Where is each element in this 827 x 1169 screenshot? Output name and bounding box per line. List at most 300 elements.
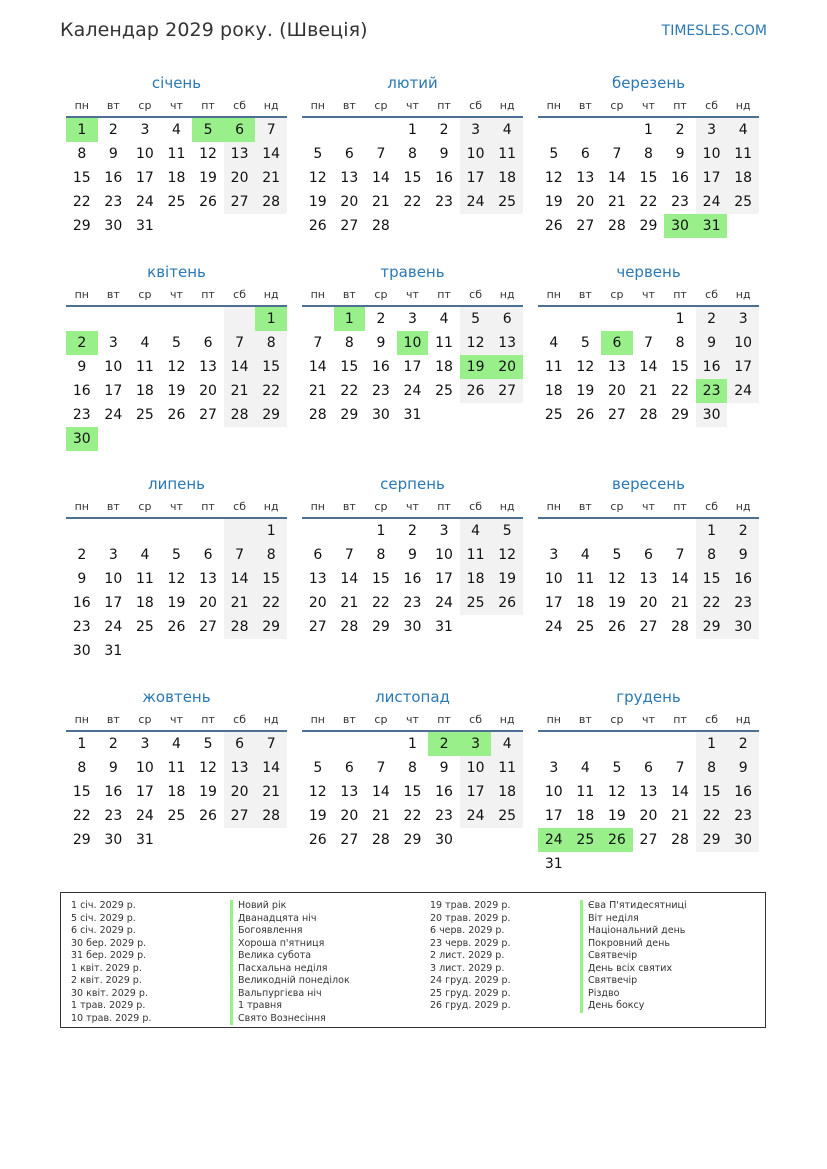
day-cell: 17 (727, 355, 759, 379)
empty-cell (491, 214, 523, 238)
day-cell: 31 (403, 407, 422, 423)
day-cell: 21 (371, 808, 390, 824)
holiday-legend (60, 892, 766, 1028)
legend-holiday-name: Дванадцята ніч (230, 913, 350, 926)
empty-cell (664, 732, 696, 756)
legend-date: 26 груд. 2029 р. (430, 1000, 511, 1011)
empty-cell (192, 427, 224, 451)
day-cell: 28 (639, 407, 658, 423)
weekday-header (66, 96, 287, 118)
empty-cell (192, 828, 224, 852)
empty-cell (570, 732, 602, 756)
day-cell: 23 (435, 808, 453, 824)
weekday-label: нд (735, 288, 751, 301)
weekday-header (538, 285, 759, 307)
day-cell: 12 (460, 331, 492, 355)
month-name: лютий (387, 74, 438, 92)
day-cell: 20 (639, 595, 658, 611)
month-name: вересень (612, 475, 685, 493)
weekday-label: вт (578, 288, 592, 301)
day-cell: 23 (72, 619, 91, 635)
day-cell: 29 (639, 218, 658, 234)
day-cell: 12 (167, 359, 186, 375)
weekday-label: нд (499, 288, 515, 301)
weekday-label: сб (705, 288, 719, 301)
empty-cell (129, 427, 161, 451)
day-cell: 11 (727, 142, 759, 166)
day-cell: 14 (639, 359, 658, 375)
day-cell: 24 (135, 194, 154, 210)
day-cell: 28 (671, 619, 689, 635)
day-cell: 2 (408, 523, 417, 539)
day-cell: 22 (72, 194, 91, 210)
legend-holiday-name: Різдво (580, 988, 687, 1001)
weekday-label: вт (578, 713, 592, 726)
day-cell: 16 (435, 784, 453, 800)
day-cell: 19 (199, 784, 217, 800)
month-9 (66, 684, 287, 852)
empty-cell (224, 307, 256, 331)
day-cell: 25 (576, 619, 595, 635)
day-cell: 10 (460, 142, 492, 166)
legend-date: 2 квіт. 2029 р. (71, 975, 142, 986)
day-cell: 14 (255, 756, 287, 780)
weekday-label: пт (201, 713, 215, 726)
empty-cell (491, 615, 523, 639)
day-cell: 13 (224, 756, 256, 780)
day-cell: 14 (671, 571, 689, 587)
weekday-label: чт (406, 288, 419, 301)
day-cell: 31 (435, 619, 453, 635)
day-cell: 11 (576, 571, 595, 587)
empty-cell (428, 403, 460, 427)
day-cell: 11 (135, 571, 154, 587)
holiday-day: 2 (428, 732, 460, 756)
day-cell: 30 (435, 832, 453, 848)
day-cell: 12 (544, 170, 563, 186)
day-cell: 13 (491, 331, 523, 355)
day-cell: 17 (104, 383, 123, 399)
day-cell: 7 (376, 146, 386, 162)
legend-date: 10 трав. 2029 р. (71, 1012, 152, 1024)
day-cell: 23 (104, 808, 123, 824)
weekday-label: сб (705, 99, 719, 112)
day-cell: 16 (104, 784, 123, 800)
holiday-day: 30 (664, 214, 696, 238)
day-cell: 29 (255, 615, 287, 639)
day-cell: 27 (199, 619, 217, 635)
weekday-label: вт (342, 99, 356, 112)
day-cell: 3 (108, 335, 118, 351)
weekday-label: чт (170, 99, 183, 112)
month-0 (66, 70, 287, 238)
day-cell: 4 (580, 760, 590, 776)
empty-cell (66, 307, 98, 331)
weekday-label: сб (469, 288, 483, 301)
day-cell: 2 (439, 122, 449, 138)
day-cell: 16 (696, 355, 728, 379)
weekday-label: нд (735, 713, 751, 726)
empty-cell (538, 732, 570, 756)
day-cell: 10 (544, 784, 563, 800)
day-cell: 22 (696, 804, 728, 828)
day-cell: 25 (135, 619, 154, 635)
day-cell: 7 (675, 547, 685, 563)
day-cell: 3 (408, 311, 417, 327)
day-cell: 18 (135, 595, 154, 611)
day-cell: 28 (224, 615, 256, 639)
month-8 (538, 471, 759, 639)
weekday-label: нд (735, 500, 751, 513)
day-cell: 30 (72, 643, 91, 659)
empty-cell (129, 639, 161, 663)
empty-cell (224, 828, 256, 852)
weekday-label: пн (74, 288, 89, 301)
weekday-header (538, 497, 759, 519)
day-cell: 19 (576, 383, 595, 399)
empty-cell (633, 852, 665, 876)
weekday-label: пн (310, 500, 325, 513)
month-name: листопад (375, 688, 450, 706)
empty-cell (192, 639, 224, 663)
day-cell: 22 (255, 591, 287, 615)
day-cell: 25 (167, 808, 186, 824)
day-cell: 4 (140, 547, 150, 563)
day-cell: 11 (491, 756, 523, 780)
day-cell: 1 (408, 736, 417, 752)
empty-cell (460, 615, 492, 639)
days-grid (66, 118, 287, 238)
empty-cell (428, 214, 460, 238)
day-cell: 4 (460, 519, 492, 543)
day-cell: 24 (403, 383, 422, 399)
legend-dates-left (71, 900, 151, 1025)
empty-cell (334, 118, 366, 142)
empty-cell (255, 828, 287, 852)
weekday-label: пн (74, 713, 89, 726)
weekday-label: вт (578, 500, 592, 513)
day-cell: 8 (644, 146, 653, 162)
day-cell: 19 (544, 194, 563, 210)
day-cell: 10 (696, 142, 728, 166)
empty-cell (192, 519, 224, 543)
day-cell: 20 (576, 194, 595, 210)
day-cell: 12 (491, 543, 523, 567)
day-cell: 14 (308, 359, 327, 375)
legend-date: 1 січ. 2029 р. (71, 900, 136, 911)
empty-cell (192, 214, 224, 238)
day-cell: 30 (403, 619, 422, 635)
day-cell: 2 (727, 732, 759, 756)
day-cell: 13 (639, 784, 658, 800)
empty-cell (302, 118, 334, 142)
day-cell: 19 (607, 595, 626, 611)
day-cell: 27 (308, 619, 327, 635)
weekday-label: пн (546, 713, 561, 726)
day-cell: 8 (408, 760, 417, 776)
weekday-header (66, 497, 287, 519)
month-name: травень (380, 263, 445, 281)
day-cell: 22 (403, 194, 422, 210)
day-cell: 15 (671, 359, 689, 375)
days-grid (66, 732, 287, 852)
day-cell: 23 (727, 804, 759, 828)
day-cell: 17 (403, 359, 422, 375)
day-cell: 18 (435, 359, 453, 375)
day-cell: 31 (104, 643, 123, 659)
legend-names-left (230, 900, 350, 1025)
day-cell: 25 (544, 407, 563, 423)
day-cell: 18 (544, 383, 563, 399)
weekday-label: нд (263, 500, 279, 513)
weekday-label: сб (469, 713, 483, 726)
day-cell: 7 (255, 118, 287, 142)
weekday-label: нд (499, 500, 515, 513)
day-cell: 14 (371, 170, 390, 186)
empty-cell (633, 307, 665, 331)
empty-cell (334, 732, 366, 756)
day-cell: 7 (224, 331, 256, 355)
day-cell: 21 (371, 194, 390, 210)
day-cell: 27 (639, 832, 658, 848)
day-cell: 19 (607, 808, 626, 824)
day-cell: 15 (255, 567, 287, 591)
day-cell: 8 (408, 146, 417, 162)
day-cell: 12 (607, 784, 626, 800)
day-cell: 25 (491, 190, 523, 214)
weekday-label: ср (138, 288, 152, 301)
day-cell: 11 (135, 359, 154, 375)
days-grid (538, 519, 759, 639)
day-cell: 15 (639, 170, 658, 186)
day-cell: 20 (224, 166, 256, 190)
day-cell: 12 (308, 170, 327, 186)
day-cell: 27 (491, 379, 523, 403)
day-cell: 18 (576, 595, 595, 611)
legend-holiday-name: Велика субота (230, 950, 350, 963)
day-cell: 28 (607, 218, 626, 234)
legend-date: 30 бер. 2029 р. (71, 937, 147, 949)
holiday-day: 25 (570, 828, 602, 852)
weekday-label: пт (437, 288, 451, 301)
day-cell: 25 (460, 591, 492, 615)
weekday-label: ср (374, 99, 388, 112)
day-cell: 18 (135, 383, 154, 399)
day-cell: 20 (607, 383, 626, 399)
day-cell: 2 (77, 547, 87, 563)
day-cell: 20 (340, 194, 359, 210)
empty-cell (664, 519, 696, 543)
day-cell: 2 (108, 736, 118, 752)
day-cell: 8 (696, 756, 728, 780)
holiday-day: 24 (538, 828, 570, 852)
day-cell: 9 (696, 331, 728, 355)
empty-cell (727, 852, 759, 876)
day-cell: 27 (224, 190, 256, 214)
weekday-label: пт (437, 713, 451, 726)
day-cell: 22 (255, 379, 287, 403)
empty-cell (365, 732, 397, 756)
site-link[interactable]: TIMESLES.COM (661, 23, 767, 39)
day-cell: 29 (255, 403, 287, 427)
legend-holiday-name: Національний день (580, 925, 687, 938)
day-cell: 5 (580, 335, 590, 351)
empty-cell (570, 118, 602, 142)
month-name: січень (151, 74, 202, 92)
day-cell: 13 (639, 571, 658, 587)
empty-cell (98, 519, 130, 543)
weekday-header (302, 96, 523, 118)
days-grid (538, 307, 759, 427)
month-6 (66, 471, 287, 663)
month-name: грудень (616, 688, 681, 706)
day-cell: 30 (371, 407, 390, 423)
day-cell: 6 (344, 760, 354, 776)
legend-holiday-name: Великодній понеділок (230, 975, 350, 988)
day-cell: 3 (696, 118, 728, 142)
day-cell: 15 (696, 780, 728, 804)
day-cell: 9 (77, 571, 87, 587)
day-cell: 17 (135, 784, 154, 800)
day-cell: 3 (108, 547, 118, 563)
day-cell: 11 (576, 784, 595, 800)
day-cell: 6 (644, 547, 653, 563)
weekday-label: пт (201, 99, 215, 112)
weekday-label: пт (673, 713, 687, 726)
day-cell: 27 (639, 619, 658, 635)
month-name: жовтень (142, 688, 211, 706)
empty-cell (727, 214, 759, 238)
day-cell: 16 (72, 383, 91, 399)
month-10 (302, 684, 523, 852)
empty-cell (334, 519, 366, 543)
day-cell: 12 (576, 359, 595, 375)
day-cell: 4 (172, 736, 181, 752)
legend-date: 3 лист. 2029 р. (430, 962, 505, 974)
day-cell: 22 (696, 591, 728, 615)
day-cell: 28 (340, 619, 359, 635)
empty-cell (601, 118, 633, 142)
weekday-label: чт (170, 713, 183, 726)
weekday-label: чт (406, 713, 419, 726)
day-cell: 31 (135, 832, 154, 848)
day-cell: 20 (199, 383, 217, 399)
month-name: квітень (147, 263, 206, 281)
day-cell: 9 (108, 760, 118, 776)
weekday-label: ср (374, 713, 388, 726)
month-name: липень (147, 475, 206, 493)
weekday-label: сб (469, 99, 483, 112)
holiday-day: 1 (255, 307, 287, 331)
legend-date: 23 черв. 2029 р. (430, 937, 511, 949)
day-cell: 6 (224, 732, 256, 756)
day-cell: 18 (727, 166, 759, 190)
day-cell: 17 (460, 166, 492, 190)
empty-cell (161, 519, 193, 543)
day-cell: 7 (644, 335, 653, 351)
month-5 (538, 259, 759, 427)
empty-cell (192, 307, 224, 331)
day-cell: 28 (224, 403, 256, 427)
day-cell: 14 (607, 170, 626, 186)
day-cell: 26 (199, 808, 217, 824)
legend-date: 30 квіт. 2029 р. (71, 987, 148, 999)
empty-cell (224, 519, 256, 543)
empty-cell (161, 828, 193, 852)
day-cell: 4 (491, 732, 523, 756)
day-cell: 9 (439, 760, 449, 776)
day-cell: 19 (167, 595, 186, 611)
empty-cell (460, 214, 492, 238)
day-cell: 10 (727, 331, 759, 355)
day-cell: 21 (224, 379, 256, 403)
day-cell: 24 (104, 619, 123, 635)
day-cell: 3 (140, 736, 150, 752)
weekday-label: нд (263, 713, 279, 726)
empty-cell (397, 214, 429, 238)
day-cell: 14 (255, 142, 287, 166)
empty-cell (633, 519, 665, 543)
day-cell: 5 (203, 736, 213, 752)
weekday-label: сб (233, 99, 247, 112)
day-cell: 5 (491, 519, 523, 543)
weekday-label: ср (138, 713, 152, 726)
day-cell: 29 (72, 218, 91, 234)
day-cell: 1 (255, 519, 287, 543)
month-3 (66, 259, 287, 451)
day-cell: 22 (72, 808, 91, 824)
empty-cell (66, 519, 98, 543)
day-cell: 3 (140, 122, 150, 138)
day-cell: 12 (199, 760, 217, 776)
day-cell: 25 (135, 407, 154, 423)
legend-names-right (580, 900, 687, 1013)
day-cell: 17 (696, 166, 728, 190)
month-4 (302, 259, 523, 427)
day-cell: 17 (435, 571, 453, 587)
weekday-label: чт (406, 500, 419, 513)
legend-holiday-name: 1 травня (230, 1000, 350, 1013)
legend-holiday-name: Святвечір (580, 975, 687, 988)
month-2 (538, 70, 759, 238)
day-cell: 15 (371, 571, 390, 587)
day-cell: 4 (140, 335, 150, 351)
weekday-label: чт (406, 99, 419, 112)
day-cell: 24 (460, 804, 492, 828)
weekday-label: нд (499, 713, 515, 726)
day-cell: 20 (224, 780, 256, 804)
day-cell: 6 (313, 547, 323, 563)
weekday-label: ср (374, 500, 388, 513)
day-cell: 8 (376, 547, 386, 563)
day-cell: 11 (491, 142, 523, 166)
day-cell: 16 (371, 359, 390, 375)
empty-cell (302, 519, 334, 543)
day-cell: 10 (435, 547, 453, 563)
weekday-label: ср (610, 99, 624, 112)
empty-cell (601, 732, 633, 756)
day-cell: 3 (549, 760, 559, 776)
day-cell: 3 (727, 307, 759, 331)
legend-date: 19 трав. 2029 р. (430, 900, 511, 911)
day-cell: 6 (203, 547, 213, 563)
day-cell: 5 (313, 760, 323, 776)
day-cell: 17 (104, 595, 123, 611)
day-cell: 12 (167, 571, 186, 587)
empty-cell (98, 307, 130, 331)
legend-holiday-name: Єва П'ятидесятниці (580, 900, 687, 913)
day-cell: 27 (340, 832, 359, 848)
